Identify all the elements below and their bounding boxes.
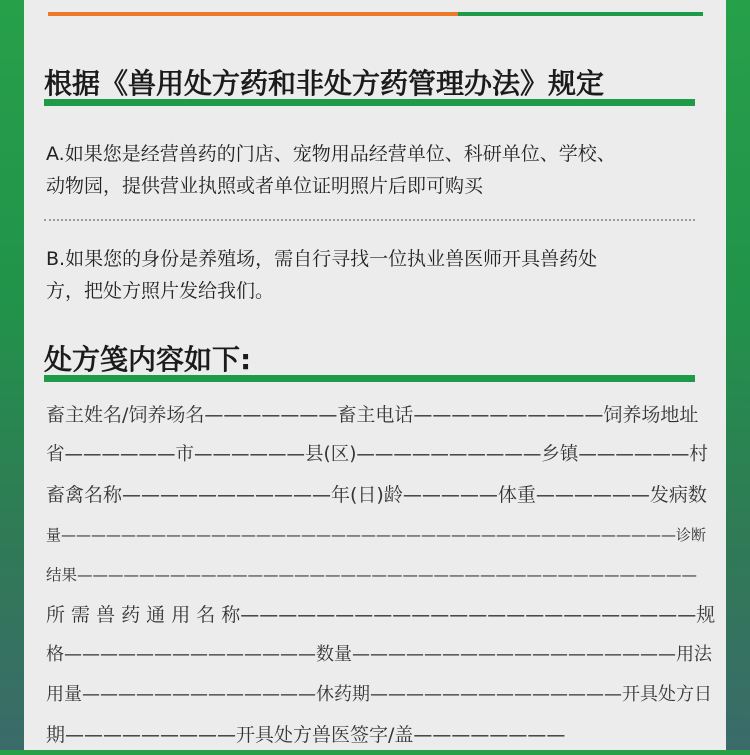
prescription-heading	[44, 340, 251, 384]
paragraph-a-line-2: 动物园，提供营业执照或者单位证明照片后即可购买	[46, 175, 484, 197]
divider-green-segment	[458, 12, 703, 16]
paragraph-b	[46, 243, 706, 307]
form-line: 省——————市——————县(区)——————————乡镇——————村	[46, 444, 708, 465]
paragraph-b-line-1: B.如果您的身份是养殖场，需自行寻找一位执业兽医师开具兽药处	[46, 248, 598, 270]
form-line: 格——————————————数量——————————————————用法	[46, 644, 712, 665]
prescription-heading-text: 处方笺内容如下:	[44, 343, 252, 376]
regulation-heading	[44, 64, 604, 108]
content-panel	[24, 0, 726, 750]
form-line: 结果————————————————————————————————————————	[46, 566, 698, 584]
form-line: 畜禽名称———————————年(日)龄—————体重——————发病数	[46, 484, 707, 506]
heading-underline	[44, 375, 695, 382]
paragraph-b-line-2: 方，把处方照片发给我们。	[46, 280, 275, 302]
heading-underline	[44, 99, 695, 106]
regulation-heading-text: 根据《兽用处方药和非处方药管理办法》规定	[44, 67, 605, 100]
form-line: 所 需 兽 药 通 用 名 称————————————————————————规	[46, 604, 716, 626]
paragraph-a	[46, 138, 706, 202]
top-divider-bar	[48, 12, 703, 16]
form-line: 期—————————开具处方兽医签字/盖————————	[46, 724, 566, 746]
paragraph-a-line-1: A.如果您是经营兽药的门店、宠物用品经营单位、科研单位、学校、	[46, 143, 616, 165]
form-line: 用量—————————————休药期——————————————开具处方日	[46, 684, 712, 705]
form-line: 畜主姓名/饲养场名———————畜主电话——————————饲养场地址	[46, 404, 699, 426]
dotted-separator	[44, 219, 695, 221]
divider-orange-segment	[48, 12, 458, 16]
form-line: 量—————————————————————————————————————————诊断	[46, 526, 707, 544]
